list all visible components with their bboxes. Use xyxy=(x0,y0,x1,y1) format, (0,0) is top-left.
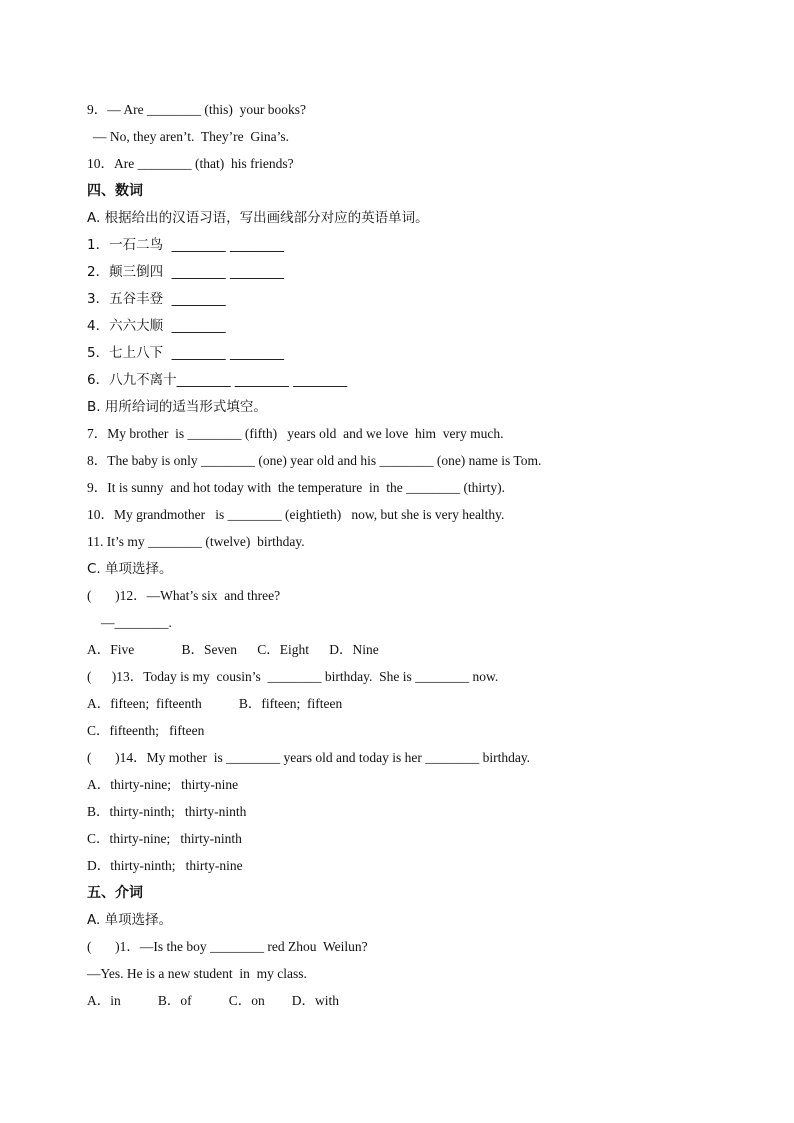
idiom-item-2: 2．颠三倒四 ________ ________ xyxy=(87,264,284,280)
question-10-that: 10．Are ________ (that) his friends? xyxy=(87,156,294,171)
prep-question-1-answer: —Yes. He is a new student in my class. xyxy=(87,966,307,981)
question-9-answer: — No, they aren’t. They’re Gina’s. xyxy=(93,129,289,144)
fill-item-7: 7．My brother is ________ (fifth) years old and we love him very much. xyxy=(87,426,504,441)
idiom-item-5: 5．七上八下 ________ ________ xyxy=(87,345,284,361)
part-c-instruction: C. 单项选择。 xyxy=(87,561,173,577)
choice-question-12-answer-blank: —________. xyxy=(101,615,172,630)
section-heading-numerals: 四、数词 xyxy=(87,183,143,199)
part-b-instruction: B. 用所给词的适当形式填空。 xyxy=(87,399,267,415)
choice-question-13-option-c: C．fifteenth; fifteen xyxy=(87,723,205,738)
choice-question-14-option-d: D．thirty-ninth; thirty-nine xyxy=(87,858,243,873)
choice-question-14: ( )14．My mother is ________ years old and today is her ________ birthday. xyxy=(87,750,531,765)
fill-item-8: 8．The baby is only ________ (one) year old and his ________ (one) name is Tom. xyxy=(87,453,542,468)
choice-question-13: ( )13．Today is my cousin’s ________ birthday. She is ________ now. xyxy=(87,669,499,684)
choice-question-14-option-c: C．thirty-nine; thirty-ninth xyxy=(87,831,242,846)
choice-question-13-options-ab: A．fifteen; fifteenth B．fifteen; fifteen xyxy=(87,696,343,711)
idiom-item-1: 1．一石二鸟 ________ ________ xyxy=(87,237,284,253)
choice-question-14-option-a: A．thirty-nine; thirty-nine xyxy=(87,777,239,792)
prep-question-1-options: A．in B．of C．on D．with xyxy=(87,993,340,1008)
fill-item-10: 10．My grandmother is ________ (eightieth) now, but she is very healthy. xyxy=(87,507,505,522)
section-heading-prepositions: 五、介词 xyxy=(87,885,143,901)
choice-question-12: ( )12．—What’s six and three? xyxy=(87,588,281,603)
fill-item-11: 11. It’s my ________ (twelve) birthday. xyxy=(87,534,305,549)
question-9-this: 9．— Are ________ (this) your books? xyxy=(87,102,306,117)
idiom-item-4: 4．六六大顺 ________ xyxy=(87,318,226,334)
choice-question-12-options: A．Five B．Seven C．Eight D．Nine xyxy=(87,642,379,657)
fill-item-9: 9．It is sunny and hot today with the temperature in the ________ (thirty). xyxy=(87,480,506,495)
idiom-item-3: 3．五谷丰登 ________ xyxy=(87,291,226,307)
part-a-instruction: A. 根据给出的汉语习语，写出画线部分对应的英语单词。 xyxy=(87,210,429,226)
idiom-item-6: 6．八九不离十________ ________ ________ xyxy=(87,372,348,388)
choice-question-14-option-b: B．thirty-ninth; thirty-ninth xyxy=(87,804,247,819)
prep-question-1: ( )1．—Is the boy ________ red Zhou Weilun? xyxy=(87,939,368,954)
prep-part-a-instruction: A. 单项选择。 xyxy=(87,912,173,928)
